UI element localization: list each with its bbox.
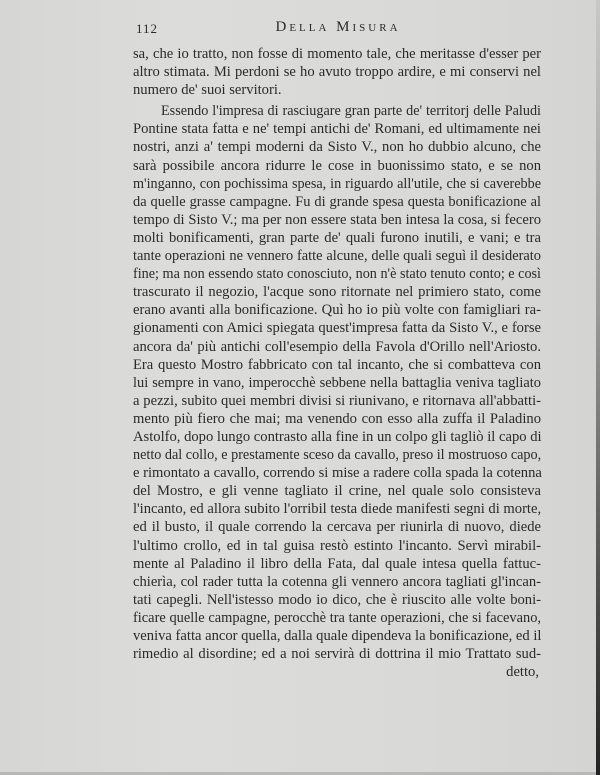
text-line: tempo di Sisto V.; ma per non essere stata ben intesa la cosa, si fecero (133, 211, 541, 228)
paragraph-2 (133, 102, 541, 663)
text-line: ancora da' più antichi coll'esempio della Favola d'Orillo nell'Ariosto. (133, 338, 541, 355)
text-line: nostri, anzi a' tempi moderni da Sisto V., non ho dubbio alcuno, che (133, 139, 541, 156)
text-line: ed il busto, il quale correndo la cercava per riunirla di nuovo, diede (133, 519, 541, 536)
page-header (136, 21, 540, 39)
text-line: sarà possibile ancora ridurre le cose in buonissimo stato, e se non (133, 157, 541, 174)
text-line: molti bonificamenti, gran parte de' quali furono inutili, e vani; e tra (133, 229, 541, 246)
text-line: del Mostro, e gli venne tagliato il crine, nel quale solo consisteva (133, 483, 541, 500)
text-line: Astolfo, dopo lungo contrasto alla fine in un colpo gli tagliò il capo di (133, 428, 542, 445)
text-line: sa, che io tratto, non fosse di momento tale, che meritasse d'esser per (133, 46, 541, 62)
text-line: rimedio al disordine; ed a noi servirà di dottrina il mio Trattato sud- (133, 646, 541, 663)
text-line: m'inganno, con pochissima spesa, in riguardo all'utile, che si caverebbe (133, 175, 541, 192)
page-right-edge (596, 0, 600, 775)
running-head: Della Misura (275, 19, 401, 35)
text-line: a pezzi, subito quei membri divisi si riunivano, e ritornava all'abbatti- (133, 392, 541, 409)
text-line: ficare quelle campagne, perocchè tra tante operazioni, che si facevano, (133, 609, 541, 626)
catchword: detto, (506, 664, 539, 681)
text-line: fine; ma non essendo stato conosciuto, non n'è stato tenuto conto; e così (133, 266, 542, 283)
text-line: l'incanto, ed allora subito l'orribil testa diede manifesti segni di morte, (133, 501, 542, 518)
text-line: chierìa, col rader tutta la cotenna gli vennero ancora tagliati gl'incan- (133, 573, 541, 590)
text-line: tante operazioni ne vennero fatte alcune, delle quali seguì il desiderato (133, 248, 541, 265)
page-number: 112 (136, 21, 159, 36)
text-line: Pontine stata fatta e ne' tempi antichi de' Romani, ed ultimamente nei (133, 121, 541, 138)
text-line: e rimontato a cavallo, correndo si mise a radere colla spada la cotenna (133, 465, 542, 482)
text-line: Essendo l'impresa di rasciugare gran parte de' territorj delle Paludi (161, 103, 541, 120)
text-line: netto dal collo, e prestamente sceso da cavallo, preso il mostruoso capo, (133, 447, 542, 464)
text-line: mento più fiero che mai; ma venendo con esso alla zuffa il Paladino (133, 410, 541, 427)
text-line: da quelle grasse campagne. Fu di grande spesa questa bonificazione al (133, 193, 541, 210)
text-line: erano avanti alla bonificazione. Quì ho io più volte con famigliari ra- (133, 302, 541, 319)
text-line: l'ultimo crollo, ed in tal guisa restò estinto l'incanto. Servì mirabil- (133, 537, 541, 554)
text-line: numero de' suoi servitori. (133, 82, 282, 99)
text-line: lui sempre in vano, imperocchè sebbene nella battaglia veniva tagliato (133, 374, 541, 391)
text-line: mente al Paladino il libro della Fata, dal quale intesa quella fattuc- (133, 555, 541, 572)
text-line: altro stimata. Mi perdoni se ho avuto troppo ardire, e mi conservi nel (133, 64, 541, 81)
body-text (133, 45, 541, 681)
text-line: gionamenti con Amici spiegata quest'impresa fatta da Sisto V., e forse (133, 320, 541, 337)
text-line: Era questo Mostro fabbricato con tal incanto, che si combatteva con (133, 356, 541, 373)
text-line: tati capegli. Nell'istesso modo io dico, che è riuscito alle volte boni- (133, 591, 541, 608)
text-line: trascurato il negozio, l'acque sono ritornate nel primiero stato, come (133, 284, 541, 301)
paragraph-1 (133, 45, 541, 99)
text-line: veniva fatta ancor quella, dalla quale dipendeva la bonificazione, ed il (133, 628, 542, 644)
